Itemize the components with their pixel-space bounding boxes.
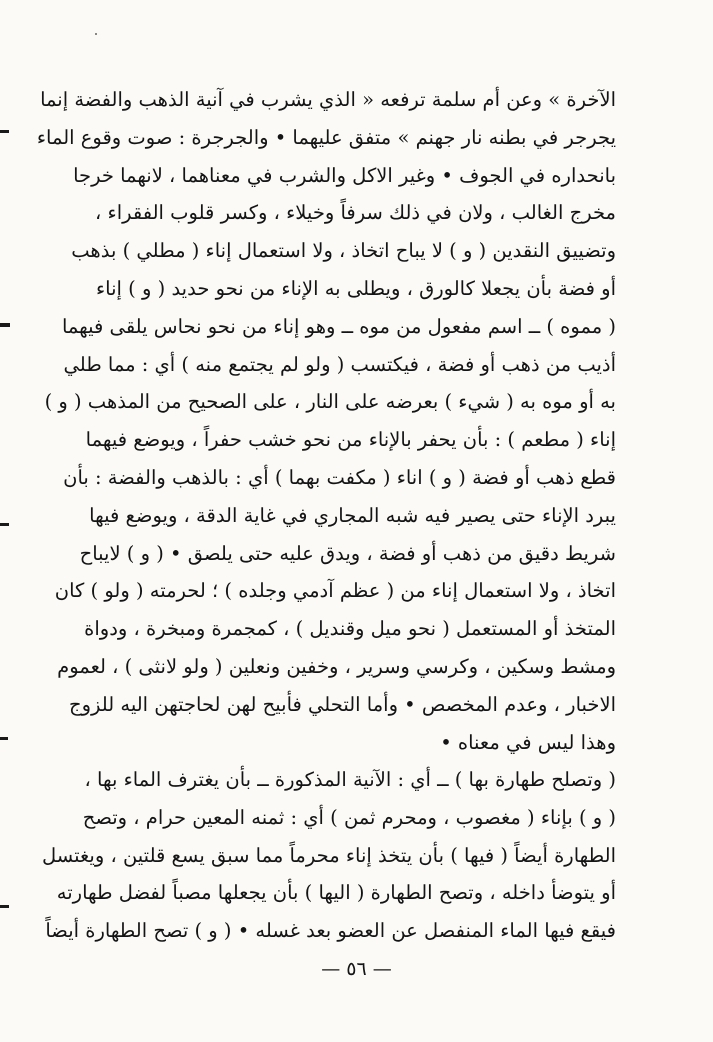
text-line: يبرد الإناء حتى يصير فيه شبه المجاري في غاية الدقة ، ويوضع فيها <box>89 503 616 527</box>
text-line: به أو موه به ( شيء ) بعرضه على النار ، على الصحيح من المذهب ( و ) <box>44 390 616 414</box>
text-line: وتضييق النقدين ( و ) لا يباح اتخاذ ، ولا استعمال إناء ( مطلي ) بذهب <box>71 239 616 263</box>
text-line: أذيب من ذهب أو فضة ، فيكتسب ( ولو لم يجتمع منه ) أي : مما طلي <box>63 352 616 376</box>
text-line: شريط دقيق من ذهب أو فضة ، ويدق عليه حتى يلصق • ( و ) لايباح <box>79 541 616 565</box>
text-line: فيقع فيها الماء المنفصل عن العضو بعد غسله • ( و ) تصح الطهارة أيضاً <box>45 919 616 943</box>
paragraph-1 <box>36 81 616 761</box>
text-line: بانحداره في الجوف • وغير الاكل والشرب في معناهما ، لانهما خرجا <box>73 163 616 187</box>
edge-mark <box>0 737 8 740</box>
page-number: — ٥٦ — <box>321 958 392 980</box>
text-line: اتخاذ ، ولا استعمال إناء من ( عظم آدمي وجلده ) ؛ لحرمته ( ولو ) كان <box>54 579 616 603</box>
edge-mark <box>0 323 10 327</box>
text-line: ومشط وسكين ، وكرسي وسرير ، وخفين ونعلين ( ولو لانثى ) ، لعموم <box>57 654 616 678</box>
text-line: الطهارة أيضاً ( فيها ) بأن يتخذ إناء محرماً مما سبق يسع قلتين ، ويغتسل <box>41 843 616 867</box>
text-line: مخرج الغالب ، ولان في ذلك سرفاً وخيلاء ، وكسر قلوب الفقراء ، <box>95 201 616 225</box>
text-line: وهذا ليس في معناه • <box>440 730 616 754</box>
text-line: أو يتوضأ داخله ، وتصح الطهارة ( اليها ) بأن يجعلها مصباً لفضل طهارته <box>56 881 616 905</box>
edge-mark <box>0 523 9 526</box>
text-line: إناء ( مطعم ) : بأن يحفر بالإناء من نحو خشب حفراً ، ويوضع فيهما <box>85 428 616 452</box>
text-line: ( وتصلح طهارة بها ) ــ أي : الآنية المذكورة ــ بأن يغترف الماء بها ، <box>84 768 616 791</box>
paragraph-2 <box>41 761 616 950</box>
text-line: ( مموه ) ــ اسم مفعول من موه ــ وهو إناء من نحو نحاس يلقى فيهما <box>61 314 616 338</box>
edge-mark <box>0 905 9 908</box>
text-line: الاخبار ، وعدم المخصص • وأما التحلي فأبيح لهن لحاجتهن اليه للزوج <box>69 692 616 716</box>
text-line: قطع ذهب أو فضة ( و ) اناء ( مكفت بهما ) أي : بالذهب والفضة : بأن <box>63 465 616 489</box>
text-line: ( و ) بإناء ( مغصوب ، ومحرم ثمن ) أي : ثمنه المعين حرام ، وتصح <box>82 805 616 829</box>
text-line: أو فضة بأن يجعلا كالورق ، ويطلى به الإناء من نحو حديد ( و ) إناء <box>96 276 616 300</box>
edge-mark <box>0 130 9 133</box>
text-line: يجرجر في بطنه نار جهنم » متفق عليهما • والجرجرة : صوت وقوع الماء <box>36 125 616 149</box>
text-line: الآخرة » وعن أم سلمة ترفعه « الذي يشرب في آنية الذهب والفضة إنما <box>40 88 616 111</box>
text-line: المتخذ أو المستعمل ( نحو ميل وقنديل ) ، كمجمرة ومبخرة ، ودواة <box>84 617 616 641</box>
scan-speck <box>95 33 97 35</box>
